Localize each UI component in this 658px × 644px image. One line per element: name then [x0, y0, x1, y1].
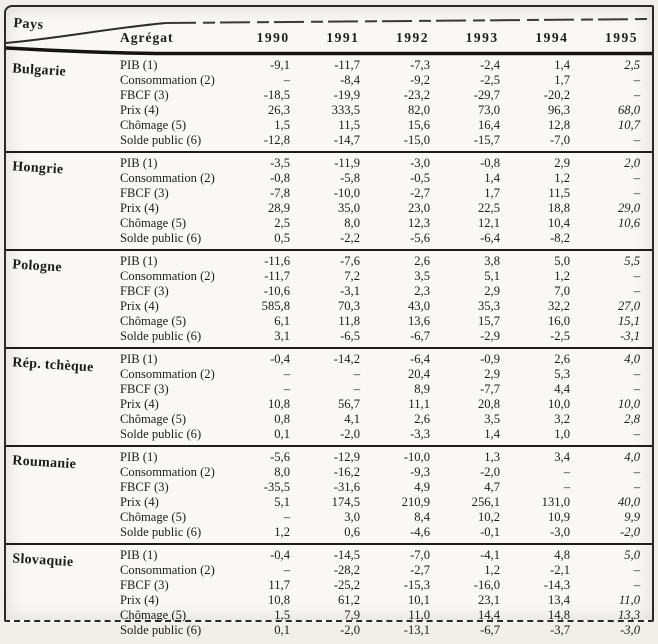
value-cell: -3,0	[620, 623, 640, 637]
value-cell: 3,1	[274, 329, 290, 343]
aggregate-label: Consommation (2)	[120, 465, 215, 479]
value-cell: 10,7	[617, 118, 640, 132]
value-cell: 73,0	[477, 103, 500, 117]
value-cell: 1,2	[554, 269, 570, 283]
value-cell: –	[283, 563, 290, 577]
value-cell: 1,4	[484, 427, 500, 441]
column-header-pays: Pays	[12, 16, 44, 34]
value-cell: -0,8	[480, 156, 500, 170]
column-header-year: 1991	[326, 30, 360, 45]
value-cell: -11,6	[264, 254, 290, 268]
country-block	[6, 543, 652, 641]
column-header-year: 1990	[256, 30, 290, 45]
value-cell: 23,0	[407, 201, 430, 215]
value-cell: 2,6	[414, 412, 430, 426]
value-cell: 20,4	[407, 367, 430, 381]
value-cell: -0,9	[480, 352, 500, 366]
value-cell: 3,0	[344, 510, 360, 524]
value-cell: 4,0	[624, 352, 640, 366]
value-cell: –	[633, 480, 640, 494]
country-block	[6, 249, 652, 347]
aggregate-label: Solde public (6)	[120, 133, 202, 147]
value-cell: 2,8	[624, 412, 640, 426]
value-cell: 14,8	[547, 608, 570, 622]
value-cell: 26,3	[267, 103, 290, 117]
value-cell: -6,7	[410, 329, 430, 343]
aggregate-label: Prix (4)	[120, 397, 159, 411]
value-cell: 20,8	[477, 397, 500, 411]
value-cell: 5,1	[484, 269, 500, 283]
value-cell: 8,4	[414, 510, 430, 524]
value-cell: 10,4	[547, 216, 570, 230]
country-block	[6, 151, 652, 249]
value-cell: 333,5	[331, 103, 360, 117]
value-cell: –	[353, 382, 360, 396]
value-cell: 1,5	[274, 118, 290, 132]
aggregate-label: Chômage (5)	[120, 412, 187, 426]
aggregate-label: Solde public (6)	[120, 231, 202, 245]
value-cell: 5,3	[554, 367, 570, 381]
value-cell: -3,7	[550, 623, 570, 637]
value-cell: 1,2	[554, 171, 570, 185]
value-cell: 43,0	[407, 299, 430, 313]
value-cell: -2,0	[340, 427, 360, 441]
value-cell: –	[283, 73, 290, 87]
value-cell: -6,4	[410, 352, 430, 366]
value-cell: –	[633, 284, 640, 298]
value-cell: -11,9	[334, 156, 360, 170]
value-cell: 11,1	[408, 397, 430, 411]
value-cell	[582, 231, 652, 246]
value-cell: -2,0	[620, 525, 640, 539]
value-cell: 10,9	[547, 510, 570, 524]
value-cell: –	[633, 133, 640, 147]
value-cell: 16,0	[547, 314, 570, 328]
value-cell: -31,6	[333, 480, 360, 494]
country-name: Bulgarie	[11, 61, 67, 80]
aggregate-label: PIB (1)	[120, 548, 158, 562]
value-cell: 23,1	[477, 593, 500, 607]
value-cell: -7,8	[270, 186, 290, 200]
value-cell: 256,1	[471, 495, 500, 509]
country-block	[6, 55, 652, 151]
value-cell: -2,1	[550, 563, 570, 577]
value-cell: -7,0	[410, 548, 430, 562]
value-cell: –	[633, 269, 640, 283]
aggregate-label: Chômage (5)	[120, 510, 187, 524]
value-cell: 1,2	[274, 525, 290, 539]
value-cell: -7,7	[480, 382, 500, 396]
value-cell: 9,9	[624, 510, 640, 524]
value-cell: 61,2	[337, 593, 360, 607]
value-cell: 1,5	[274, 608, 290, 622]
value-cell: 8,0	[274, 465, 290, 479]
value-cell: 4,4	[554, 382, 570, 396]
value-cell: 0,5	[274, 231, 290, 245]
value-cell: –	[633, 563, 640, 577]
value-cell: -25,2	[333, 578, 360, 592]
column-header-agregat: Agrégat	[120, 30, 174, 45]
value-cell: 35,0	[337, 201, 360, 215]
value-cell: 2,9	[484, 367, 500, 381]
aggregate-label: FBCF (3)	[120, 382, 169, 396]
value-cell: -18,5	[263, 88, 290, 102]
value-cell: -15,0	[403, 133, 430, 147]
value-cell: 3,8	[484, 254, 500, 268]
value-cell: -7,6	[340, 254, 360, 268]
value-cell: 12,1	[477, 216, 500, 230]
value-cell: -6,5	[340, 329, 360, 343]
value-cell: -10,0	[403, 450, 430, 464]
value-cell: 0,8	[274, 412, 290, 426]
country-name: Rép. tchèque	[11, 355, 95, 376]
value-cell: -3,3	[410, 427, 430, 441]
value-cell: –	[633, 186, 640, 200]
value-cell: 4,9	[414, 480, 430, 494]
value-cell: -14,3	[543, 578, 570, 592]
value-cell: 3,5	[484, 412, 500, 426]
value-cell: –	[633, 88, 640, 102]
value-cell: –	[633, 578, 640, 592]
value-cell: -14,7	[333, 133, 360, 147]
column-header-year: 1993	[465, 30, 499, 45]
aggregate-label: Solde public (6)	[120, 525, 202, 539]
value-cell: -2,5	[480, 73, 500, 87]
column-header-year: 1995	[604, 30, 638, 45]
value-cell: 32,2	[547, 299, 570, 313]
value-cell: 174,5	[331, 495, 360, 509]
aggregate-label: Prix (4)	[120, 495, 159, 509]
value-cell: –	[283, 367, 290, 381]
value-cell: -5,6	[410, 231, 430, 245]
value-cell: 1,0	[554, 427, 570, 441]
value-cell: -3,0	[550, 525, 570, 539]
value-cell: –	[633, 73, 640, 87]
value-cell: 1,3	[484, 450, 500, 464]
value-cell: 11,5	[338, 118, 360, 132]
country-name: Roumanie	[11, 453, 77, 473]
aggregate-label: PIB (1)	[120, 254, 158, 268]
country-name: Pologne	[11, 257, 63, 276]
value-cell: 35,3	[477, 299, 500, 313]
value-cell: -7,3	[410, 58, 430, 72]
value-cell: 13,3	[617, 608, 640, 622]
value-cell: 11,0	[408, 608, 430, 622]
country-block	[6, 347, 652, 445]
aggregate-label: FBCF (3)	[120, 88, 169, 102]
value-cell: 1,7	[554, 73, 570, 87]
value-cell: 585,8	[261, 299, 290, 313]
country-name: Hongrie	[11, 159, 64, 178]
value-cell: 29,0	[617, 201, 640, 215]
value-cell: -16,0	[473, 578, 500, 592]
aggregate-label: Chômage (5)	[120, 314, 187, 328]
aggregate-label: Consommation (2)	[120, 73, 215, 87]
value-cell: -0,5	[410, 171, 430, 185]
country-block	[6, 445, 652, 543]
value-cell: 15,6	[407, 118, 430, 132]
value-cell: -3,0	[410, 156, 430, 170]
value-cell: –	[283, 382, 290, 396]
aggregate-label: Solde public (6)	[120, 427, 202, 441]
value-cell: –	[563, 480, 570, 494]
value-cell: 7,0	[554, 284, 570, 298]
value-cell: -8,2	[550, 231, 570, 245]
value-cell: 5,0	[624, 548, 640, 562]
value-cell: -11,7	[334, 58, 360, 72]
value-cell: 10,8	[267, 397, 290, 411]
value-cell: -2,9	[480, 329, 500, 343]
aggregate-label: FBCF (3)	[120, 186, 169, 200]
value-cell: -2,0	[480, 465, 500, 479]
column-header-year: 1992	[395, 30, 429, 45]
aggregate-label: Solde public (6)	[120, 329, 202, 343]
value-cell: -29,7	[473, 88, 500, 102]
value-cell: 1,7	[484, 186, 500, 200]
value-cell: -14,5	[333, 548, 360, 562]
value-cell: 11,0	[618, 593, 640, 607]
value-cell: -12,8	[263, 133, 290, 147]
value-cell: -3,1	[620, 329, 640, 343]
value-cell: –	[633, 171, 640, 185]
value-cell: 28,9	[267, 201, 290, 215]
value-cell: 0,1	[274, 427, 290, 441]
value-cell: 68,0	[617, 103, 640, 117]
table-header	[6, 7, 652, 53]
value-cell: -10,0	[333, 186, 360, 200]
value-cell: 7,2	[344, 269, 360, 283]
value-cell: 27,0	[617, 299, 640, 313]
value-cell: 82,0	[407, 103, 430, 117]
value-cell: -16,2	[333, 465, 360, 479]
value-cell: 1,2	[484, 563, 500, 577]
value-cell: -11,7	[264, 269, 290, 283]
value-cell: -2,0	[340, 623, 360, 637]
value-cell: -9,2	[410, 73, 430, 87]
value-cell: 5,0	[554, 254, 570, 268]
aggregate-label: PIB (1)	[120, 58, 158, 72]
value-cell: 3,4	[554, 450, 570, 464]
value-cell: 2,6	[554, 352, 570, 366]
value-cell: 3,5	[414, 269, 430, 283]
year-header-row	[232, 30, 650, 46]
aggregate-label: Prix (4)	[120, 201, 159, 215]
aggregate-label: FBCF (3)	[120, 480, 169, 494]
value-cell: -0,4	[270, 548, 290, 562]
value-cell: 2,0	[624, 156, 640, 170]
aggregate-label: Chômage (5)	[120, 216, 187, 230]
value-cell: 13,6	[407, 314, 430, 328]
value-cell: -2,2	[340, 231, 360, 245]
value-cell: 10,1	[407, 593, 430, 607]
value-cell: 8,0	[344, 216, 360, 230]
value-cell: 4,7	[484, 480, 500, 494]
value-cell: -7,0	[550, 133, 570, 147]
value-cell: -2,7	[410, 186, 430, 200]
value-cell: -12,9	[333, 450, 360, 464]
value-cell: –	[633, 367, 640, 381]
aggregate-label: PIB (1)	[120, 352, 158, 366]
value-cell: –	[633, 427, 640, 441]
value-cell: 18,8	[547, 201, 570, 215]
value-cell: -3,1	[340, 284, 360, 298]
value-cell: -9,3	[410, 465, 430, 479]
value-cell: -6,7	[480, 623, 500, 637]
value-cell: -28,2	[333, 563, 360, 577]
value-cell: 11,5	[548, 186, 570, 200]
value-cell: 12,3	[407, 216, 430, 230]
value-cell: 131,0	[541, 495, 570, 509]
value-cell: -8,4	[340, 73, 360, 87]
value-cell: 96,3	[547, 103, 570, 117]
value-cell: 2,9	[554, 156, 570, 170]
scanned-table-frame	[4, 5, 654, 637]
value-cell: –	[633, 382, 640, 396]
value-cell: 2,5	[274, 216, 290, 230]
value-cell: 15,7	[477, 314, 500, 328]
value-cell: -9,1	[270, 58, 290, 72]
value-cell: 10,0	[547, 397, 570, 411]
value-cell: 4,1	[344, 412, 360, 426]
value-cell: -14,2	[333, 352, 360, 366]
value-cell: -15,7	[473, 133, 500, 147]
value-cell: –	[633, 465, 640, 479]
value-cell: -3,5	[270, 156, 290, 170]
country-blocks	[6, 55, 652, 637]
value-cell: 10,8	[267, 593, 290, 607]
value-cell: -6,4	[480, 231, 500, 245]
value-cell: -5,6	[270, 450, 290, 464]
value-cell: 1,4	[554, 58, 570, 72]
value-cell: 2,5	[624, 58, 640, 72]
value-cell: 13,4	[547, 593, 570, 607]
aggregate-label: FBCF (3)	[120, 578, 169, 592]
value-cell: -19,9	[333, 88, 360, 102]
value-cell: –	[283, 510, 290, 524]
aggregate-label: PIB (1)	[120, 450, 158, 464]
aggregate-label: Consommation (2)	[120, 563, 215, 577]
value-cell: 10,6	[617, 216, 640, 230]
value-cell: 2,9	[484, 284, 500, 298]
country-name: Slovaquie	[11, 551, 74, 571]
value-cell: 8,9	[414, 382, 430, 396]
value-cell: 56,7	[337, 397, 360, 411]
value-cell: 11,7	[268, 578, 290, 592]
aggregate-label: FBCF (3)	[120, 284, 169, 298]
value-cell: 0,6	[344, 525, 360, 539]
value-cell: –	[353, 367, 360, 381]
value-cell: -5,8	[340, 171, 360, 185]
aggregate-label: Prix (4)	[120, 299, 159, 313]
value-cell: 4,0	[624, 450, 640, 464]
value-cell: -0,1	[480, 525, 500, 539]
value-cell: 0,1	[274, 623, 290, 637]
value-cell: 12,8	[547, 118, 570, 132]
aggregate-label: Consommation (2)	[120, 171, 215, 185]
value-cell: 11,8	[338, 314, 360, 328]
aggregate-label: Consommation (2)	[120, 269, 215, 283]
value-cell: -35,5	[263, 480, 290, 494]
value-cell: 14,4	[477, 608, 500, 622]
value-cell: -15,3	[403, 578, 430, 592]
aggregate-label: Chômage (5)	[120, 118, 187, 132]
value-cell: -4,1	[480, 548, 500, 562]
value-cell: 2,3	[414, 284, 430, 298]
aggregate-label: PIB (1)	[120, 156, 158, 170]
aggregate-label: Consommation (2)	[120, 367, 215, 381]
value-cell: 10,2	[477, 510, 500, 524]
value-cell: 5,5	[624, 254, 640, 268]
value-cell: 7,9	[344, 608, 360, 622]
value-cell: -4,6	[410, 525, 430, 539]
value-cell: -2,5	[550, 329, 570, 343]
value-cell: 22,5	[477, 201, 500, 215]
value-cell: 40,0	[617, 495, 640, 509]
value-cell: 3,2	[554, 412, 570, 426]
value-cell: 15,1	[617, 314, 640, 328]
value-cell: -10,6	[263, 284, 290, 298]
value-cell: 4,8	[554, 548, 570, 562]
value-cell: 6,1	[274, 314, 290, 328]
aggregate-label: Prix (4)	[120, 593, 159, 607]
value-cell: 10,0	[617, 397, 640, 411]
value-cell: 5,1	[274, 495, 290, 509]
value-cell: 2,6	[414, 254, 430, 268]
aggregate-label: Chômage (5)	[120, 608, 187, 622]
value-cell: -23,2	[403, 88, 430, 102]
value-cell: -0,4	[270, 352, 290, 366]
aggregate-label: Prix (4)	[120, 103, 159, 117]
aggregate-label: Solde public (6)	[120, 623, 202, 637]
value-cell: -2,7	[410, 563, 430, 577]
value-cell: -20,2	[543, 88, 570, 102]
value-cell: 1,4	[484, 171, 500, 185]
value-cell: -2,4	[480, 58, 500, 72]
value-cell: –	[563, 465, 570, 479]
value-cell: 210,9	[401, 495, 430, 509]
value-cell: -0,8	[270, 171, 290, 185]
value-cell: 16,4	[477, 118, 500, 132]
column-header-year: 1994	[535, 30, 569, 45]
value-cell: -13,1	[403, 623, 430, 637]
value-cell: 70,3	[337, 299, 360, 313]
